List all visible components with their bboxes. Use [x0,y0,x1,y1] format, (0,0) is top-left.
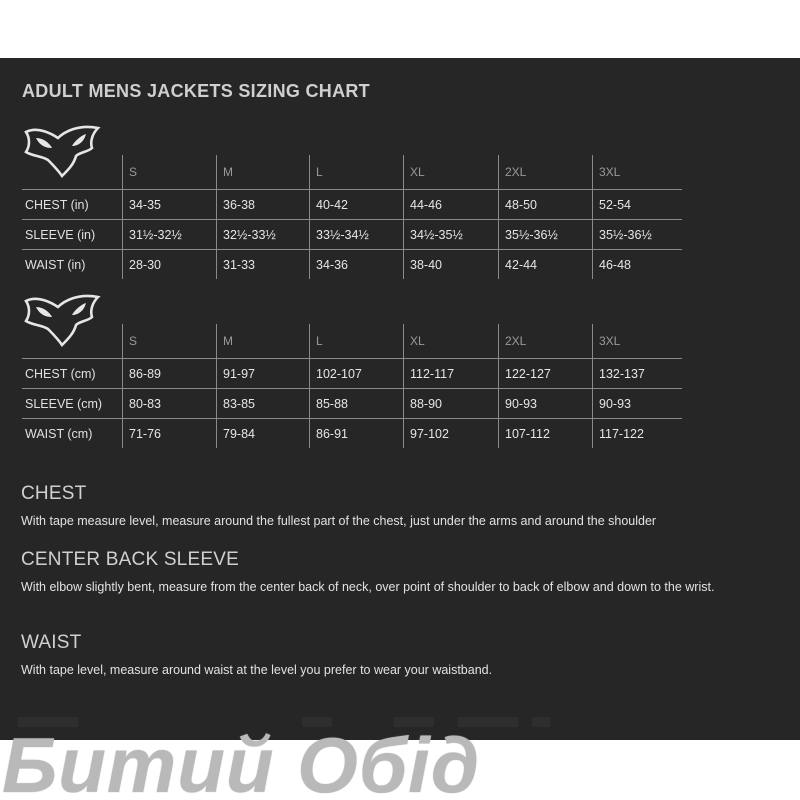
chest-guide-text: With tape measure level, measure around the fullest part of the chest, just under the arms and around the shoulder [21,514,657,528]
table-cell: 86-91 [316,427,348,441]
size-column-header: 3XL [599,165,621,179]
table-cell: 83-85 [223,397,255,411]
table-cell: 34-36 [316,258,348,272]
watermark-text: Битий Обід [2,730,481,800]
waist-guide-text: With tape level, measure around waist at the level you prefer to wear your waistband. [21,663,493,677]
table-cell: 90-93 [505,397,537,411]
table-cell: 85-88 [316,397,348,411]
table-cell: 44-46 [410,198,442,212]
table-cell: 31½-32½ [129,228,182,242]
table-header-row [22,324,682,358]
table-cell: 102-107 [316,367,362,381]
table-cell: 122-127 [505,367,551,381]
table-row [22,418,682,448]
size-column-header: 2XL [505,334,527,348]
table-cell: 33½-34½ [316,228,369,242]
row-label: SLEEVE (in) [25,228,96,242]
sleeve-guide-heading: CENTER BACK SLEEVE [21,549,239,570]
page-title: ADULT MENS JACKETS SIZING CHART [22,81,370,101]
table-cell: 46-48 [599,258,631,272]
table-cell: 38-40 [410,258,442,272]
table-cell: 36-38 [223,198,255,212]
size-column-header: S [129,165,138,179]
size-column-header: L [316,334,323,348]
table-cell: 35½-36½ [505,228,558,242]
table-header-row [22,155,682,189]
table-cell: 52-54 [599,198,631,212]
size-column-header: XL [410,334,425,348]
table-row [22,358,682,388]
table-cell: 34-35 [129,198,161,212]
sleeve-guide-text: With elbow slightly bent, measure from the center back of neck, over point of shoulder to back of elbow and down to the wrist. [21,580,715,594]
table-row [22,189,682,219]
table-cell: 42-44 [505,258,537,272]
table-cell: 132-137 [599,367,645,381]
size-column-header: M [223,334,233,348]
size-column-header: M [223,165,233,179]
size-column-header: S [129,334,138,348]
size-column-header: L [316,165,323,179]
table-cell: 32½-33½ [223,228,276,242]
row-label: WAIST (in) [25,258,86,272]
table-cell: 88-90 [410,397,442,411]
sizing-chart-panel [0,58,800,740]
size-column-header: 3XL [599,334,621,348]
table-cell: 71-76 [129,427,161,441]
table-cell: 90-93 [599,397,631,411]
table-cell: 86-89 [129,367,161,381]
row-label: SLEEVE (cm) [25,397,103,411]
table-row [22,219,682,249]
chest-guide-heading: CHEST [21,483,87,504]
table-row [22,249,682,279]
table-cell: 34½-35½ [410,228,463,242]
table-cell: 107-112 [505,427,550,441]
table-cell: 97-102 [410,427,449,441]
table-cell: 48-50 [505,198,537,212]
size-column-header: 2XL [505,165,527,179]
waist-guide-heading: WAIST [21,632,82,653]
table-cell: 31-33 [223,258,255,272]
table-cell: 91-97 [223,367,255,381]
table-row [22,388,682,418]
table-cell: 28-30 [129,258,161,272]
row-label: CHEST (in) [25,198,89,212]
size-column-header: XL [410,165,425,179]
table-cell: 35½-36½ [599,228,652,242]
table-cell: 79-84 [223,427,255,441]
table-cell: 40-42 [316,198,348,212]
table-cell: 117-122 [599,427,644,441]
row-label: CHEST (cm) [25,367,96,381]
table-cell: 112-117 [410,367,455,381]
table-cell: 80-83 [129,397,161,411]
row-label: WAIST (cm) [25,427,93,441]
